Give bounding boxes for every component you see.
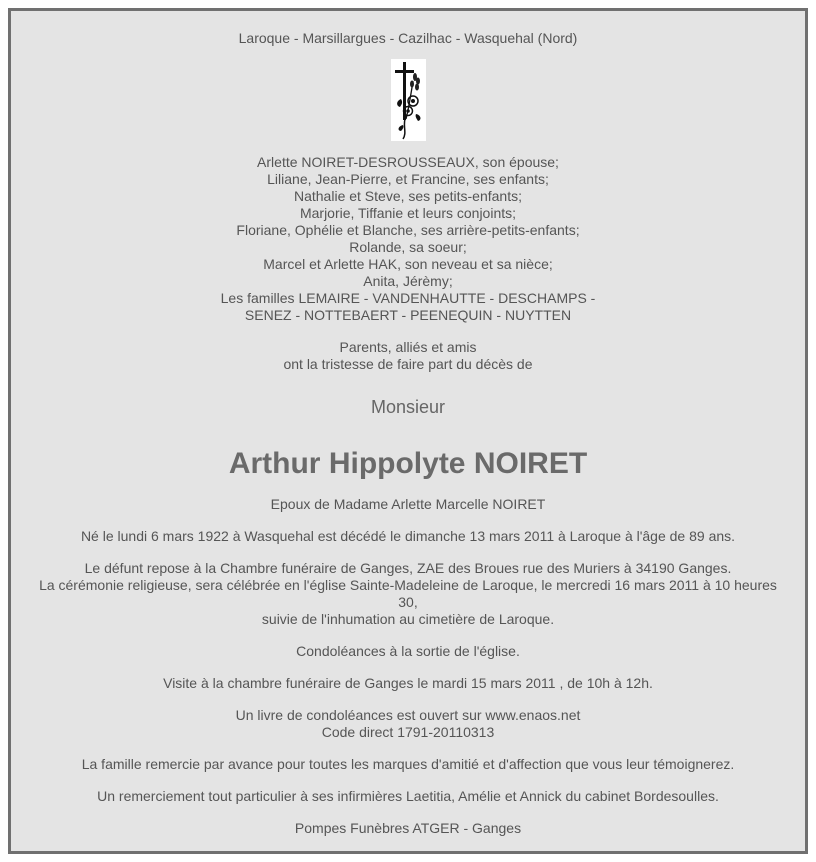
announcement-line: ont la tristesse de faire part du décès de bbox=[283, 356, 533, 372]
condolences-line: Condoléances à la sortie de l'église. bbox=[296, 643, 520, 659]
code-line: Code direct 1791-20110313 bbox=[321, 724, 495, 740]
funeral-home-line: Pompes Funèbres ATGER - Ganges bbox=[294, 820, 522, 836]
deceased-name: Arthur Hippolyte NOIRET bbox=[228, 447, 588, 480]
condolence-book bbox=[11, 707, 805, 741]
birth-death-line: Né le lundi 6 mars 1922 à Wasquehal est décédé le dimanche 13 mars 2011 à Laroque à l'âge de 89 ans. bbox=[80, 528, 736, 544]
family-line: Les familles LEMAIRE - VANDENHAUTTE - DESCHAMPS - bbox=[220, 290, 596, 306]
burial-line: suivie de l'inhumation au cimetière de Laroque. bbox=[261, 611, 555, 627]
cross-with-flowers-icon bbox=[391, 59, 426, 141]
family-line: Liliane, Jean-Pierre, et Francine, ses enfants; bbox=[267, 171, 549, 187]
parents-line: Parents, alliés et amis bbox=[339, 339, 477, 355]
family-line: Nathalie et Steve, ses petits-enfants; bbox=[293, 188, 522, 204]
special-thanks-line: Un remerciement tout particulier à ses infirmières Laetitia, Amélie et Annick du cabinet Bordesoulles. bbox=[97, 788, 719, 804]
family-line: Anita, Jérèmy; bbox=[363, 273, 453, 289]
honorific-title: Monsieur bbox=[370, 397, 446, 417]
announcement bbox=[11, 339, 805, 373]
ceremony-line: La cérémonie religieuse, sera célébrée en l'église Sainte-Madeleine de Laroque, le mercredi 16 mars 2011 à 10 heures 30, bbox=[39, 577, 777, 610]
family-line: Arlette NOIRET-DESROUSSEAUX, son épouse; bbox=[257, 154, 559, 170]
visit-line: Visite à la chambre funéraire de Ganges le mardi 15 mars 2011 , de 10h à 12h. bbox=[163, 675, 653, 691]
family-line: Floriane, Ophélie et Blanche, ses arrière-petits-enfants; bbox=[236, 222, 580, 238]
places-line: Laroque - Marsillargues - Cazilhac - Wasquehal (Nord) bbox=[238, 30, 578, 46]
book-line: Un livre de condoléances est ouvert sur www.enaos.net bbox=[235, 707, 581, 723]
obituary-card bbox=[8, 8, 808, 854]
spouse-line: Epoux de Madame Arlette Marcelle NOIRET bbox=[270, 496, 546, 512]
thanks-line: La famille remercie par avance pour toutes les marques d'amitié et d'affection que vous leur témoignerez. bbox=[81, 756, 735, 772]
cross-emblem-drawing bbox=[391, 59, 426, 141]
family-line: Marjorie, Tiffanie et leurs conjoints; bbox=[299, 205, 517, 221]
ceremony-block bbox=[11, 560, 805, 628]
family-line: Marcel et Arlette HAK, son neveau et sa nièce; bbox=[263, 256, 553, 272]
rest-line: Le défunt repose à la Chambre funéraire de Ganges, ZAE des Broues rue des Muriers à 34190 Ganges. bbox=[84, 560, 732, 576]
obituary-content bbox=[11, 11, 805, 837]
family-list bbox=[11, 154, 805, 324]
family-line: Rolande, sa soeur; bbox=[349, 239, 467, 255]
family-line: SENEZ - NOTTEBAERT - PEENEQUIN - NUYTTEN bbox=[244, 307, 572, 323]
